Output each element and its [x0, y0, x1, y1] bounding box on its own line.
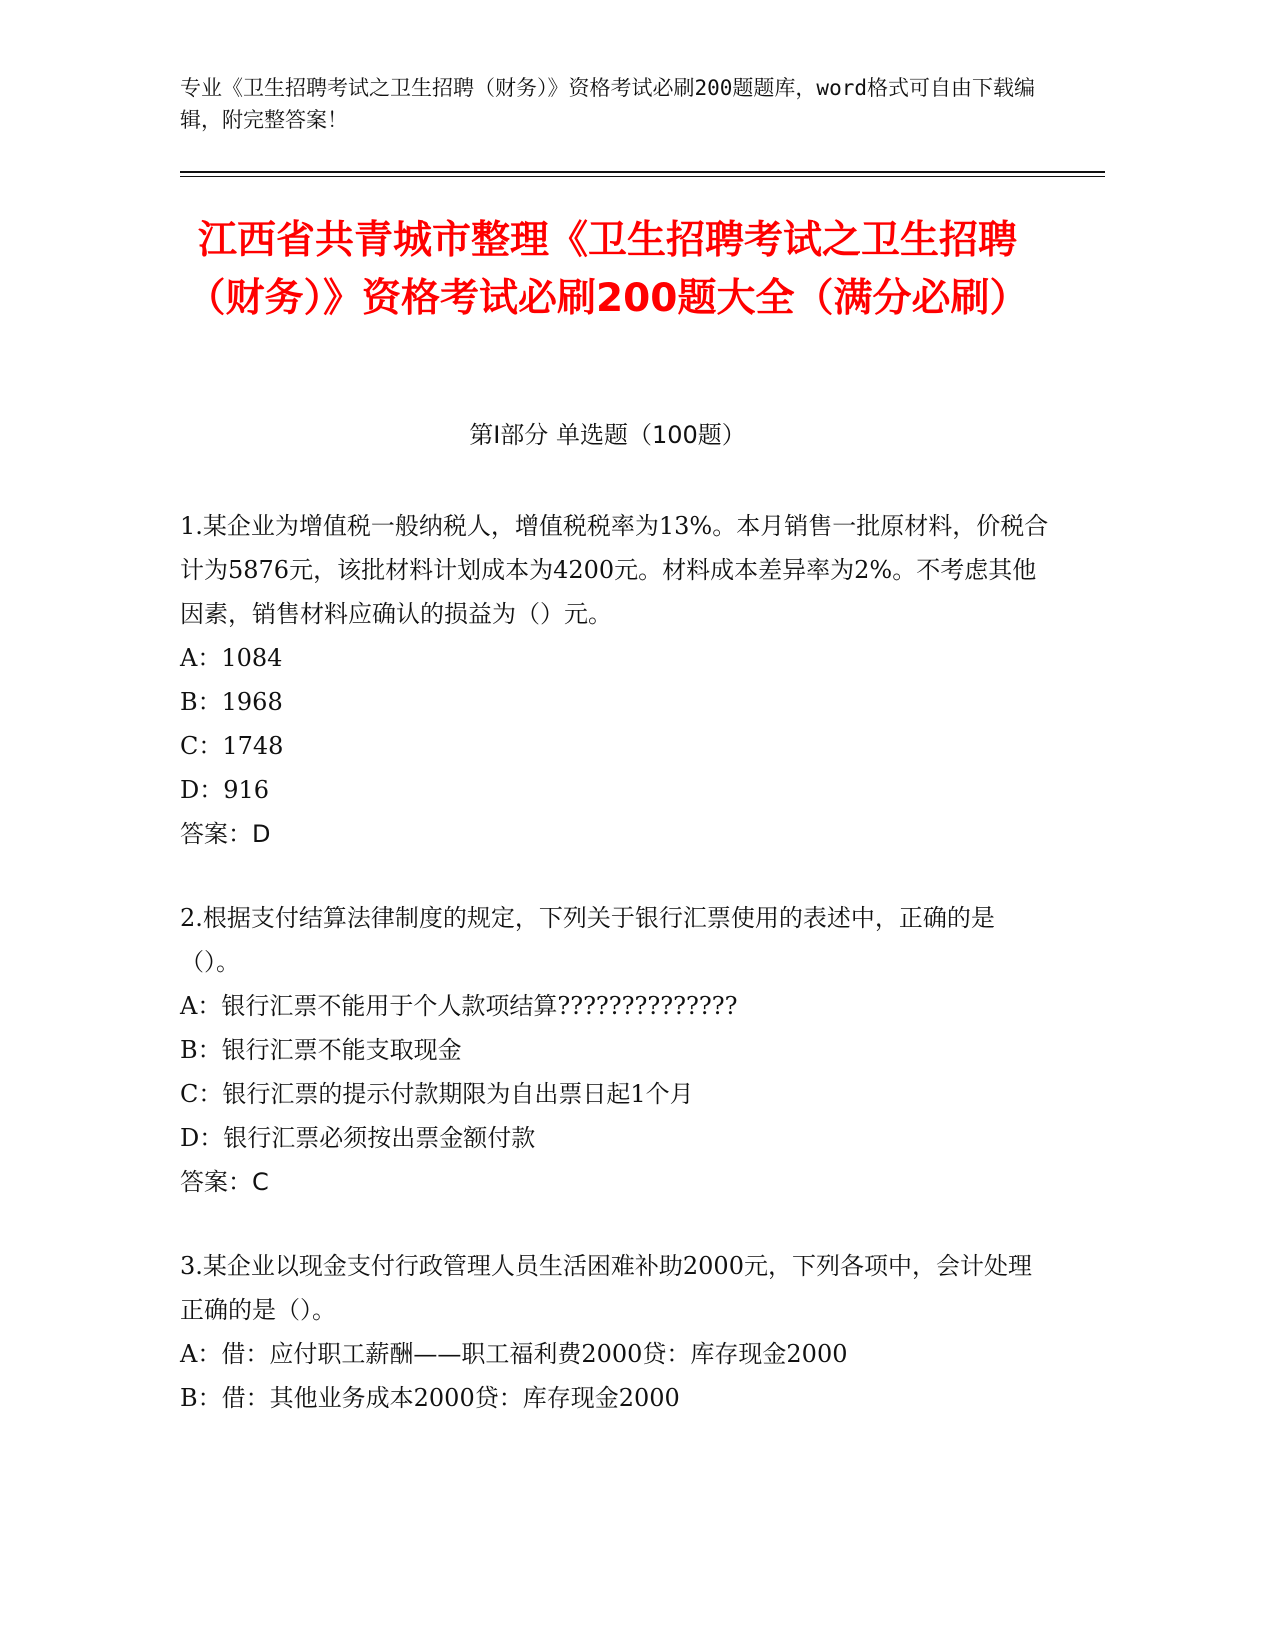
header-rule-thin: [180, 176, 1105, 177]
option-b: B：银行汇票不能支取现金: [180, 1036, 462, 1064]
question-1: [180, 504, 1050, 856]
answer: 答案：C: [180, 1168, 269, 1196]
option-d: D：916: [180, 776, 270, 804]
option-a: A：借：应付职工薪酬——职工福利费2000贷：库存现金2000: [180, 1340, 848, 1368]
option-c: C：银行汇票的提示付款期限为自出票日起1个月: [180, 1080, 694, 1108]
question-2: [180, 896, 1050, 1204]
document-title: 江西省共青城市整理《卫生招聘考试之卫生招聘（财务）》资格考试必刷200题大全（满分必刷）: [186, 218, 1029, 321]
option-a: A：银行汇票不能用于个人款项结算??????????????: [180, 992, 738, 1020]
answer: 答案：D: [180, 820, 271, 848]
section-heading: 第Ⅰ部分 单选题（100题）: [469, 421, 746, 449]
option-d: D：银行汇票必须按出票金额付款: [180, 1124, 536, 1152]
option-c: C：1748: [180, 732, 284, 760]
question-3: [180, 1244, 1050, 1420]
question-stem: 2.根据支付结算法律制度的规定，下列关于银行汇票使用的表述中，正确的是（）。: [180, 904, 995, 976]
option-b: B：1968: [180, 688, 283, 716]
question-stem: 3.某企业以现金支付行政管理人员生活困难补助2000元，下列各项中，会计处理正确的是（）。: [180, 1252, 1032, 1324]
question-stem: 1.某企业为增值税一般纳税人，增值税税率为13%。本月销售一批原材料，价税合计为5876元，该批材料计划成本为4200元。材料成本差异率为2%。不考虑其他因素，销售材料应确认的损益为（）元。: [180, 512, 1049, 628]
option-a: A：1084: [180, 644, 283, 672]
option-b: B：借：其他业务成本2000贷：库存现金2000: [180, 1384, 680, 1412]
header-rule-thick: [180, 171, 1105, 173]
header-note: 专业《卫生招聘考试之卫生招聘（财务）》资格考试必刷200题题库，word格式可自由下载编辑，附完整答案！: [180, 76, 1035, 132]
